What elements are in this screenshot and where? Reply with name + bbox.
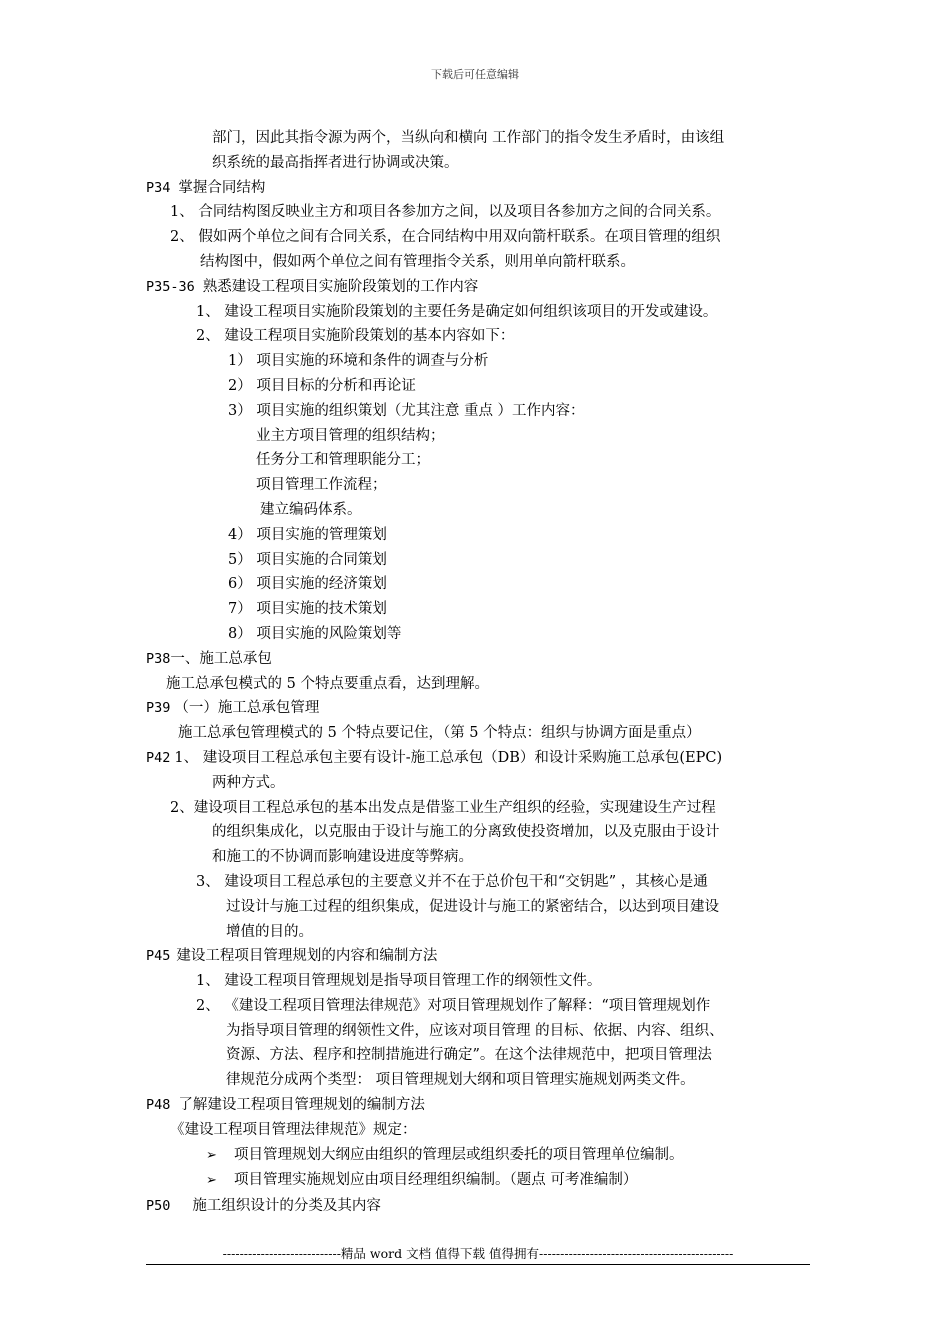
text-line: 《建设工程项目管理法律规范》规定： — [170, 1121, 417, 1138]
section-heading-p50 — [146, 1194, 810, 1219]
sub-list-item: 2） 项目目标的分析和再论证 — [228, 377, 416, 394]
page-footer: ----------------------------精品 word 文档 值得下载 值得拥有---------------------------------------------- — [222, 1246, 734, 1261]
page-ref-label: P45 — [146, 948, 171, 965]
list-item: 1、 合同结构图反映业主方和项目各参加方之间，以及项目各参加方之间的合同关系。 — [170, 204, 721, 221]
text-line: 任务分工和管理职能分工； — [256, 452, 430, 469]
page-header: 下载后可任意编辑 — [431, 68, 519, 81]
text-line: 的组织集成化，以克服由于设计与施工的分离致使投资增加，以及克服由于设计 — [212, 824, 720, 841]
sub-list-item: 5） 项目实施的合同策划 — [228, 551, 387, 568]
text-line: 建立编码体系。 — [260, 501, 362, 518]
text-line: 项目管理工作流程； — [256, 477, 387, 494]
sub-list-item: 1） 项目实施的环境和条件的调查与分析 — [228, 353, 489, 370]
page-ref-label: P42 — [146, 749, 171, 766]
section-title: 建设工程项目管理规划的内容和编制方法 — [176, 948, 438, 965]
section-heading-p34 — [146, 176, 810, 201]
document-body — [146, 126, 810, 1219]
sub-list-item: 7） 项目实施的技术策划 — [228, 601, 387, 618]
section-heading-p38 — [146, 647, 810, 672]
arrow-bullet-icon: ➢ — [206, 1147, 217, 1163]
text-line: 过设计与施工过程的组织集成，促进设计与施工的紧密结合，以达到项目建设 — [226, 898, 719, 915]
section-heading-p48 — [146, 1093, 810, 1118]
section-heading-p39 — [146, 696, 810, 721]
section-heading-p45 — [146, 944, 810, 969]
list-item: 1、 建设工程项目管理规划是指导项目管理工作的纲领性文件。 — [196, 973, 602, 990]
text-line: 部门，因此其指令源为两个，当纵向和横向 工作部门的指令发生矛盾时，由该组 — [212, 130, 725, 146]
page-ref-label: P35-36 — [146, 278, 195, 295]
section-title: 施工组织设计的分类及其内容 — [192, 1198, 381, 1215]
sub-list-item: 8） 项目实施的风险策划等 — [228, 625, 402, 642]
page-ref-label: P38 — [146, 650, 171, 667]
list-item: 3、 建设项目工程总承包的主要意义并不在于总价包干和“交钥匙” ，其核心是通 — [196, 873, 708, 890]
text-line: 施工总承包模式的 5 个特点要重点看，达到理解。 — [166, 675, 489, 692]
section-title: 熟悉建设工程项目实施阶段策划的工作内容 — [202, 278, 479, 295]
text-line: 为指导项目管理的纲领性文件，应该对项目管理 的目标、依据、内容、组织、 — [226, 1022, 724, 1039]
sub-list-item: 3） 项目实施的组织策划（尤其注意 重点 ）工作内容： — [228, 402, 585, 419]
bullet-item: ➢ 项目管理规划大纲应由组织的管理层或组织委托的项目管理单位编制。 — [146, 1143, 810, 1169]
section-title: 掌握合同结构 — [178, 179, 266, 196]
text-line: 律规范分成两个类型： 项目管理规划大纲和项目管理实施规划两类文件。 — [226, 1072, 695, 1089]
section-title: 了解建设工程项目管理规划的编制方法 — [178, 1097, 425, 1114]
text-line: 结构图中，假如两个单位之间有管理指令关系，则用单向箭杆联系。 — [200, 253, 635, 270]
bullet-item: ➢ 项目管理实施规划应由项目经理组织编制。（题点 可考准编制） — [146, 1168, 810, 1194]
sub-list-item: 4） 项目实施的管理策划 — [228, 526, 387, 543]
list-item: 2、 建设工程项目实施阶段策划的基本内容如下： — [196, 328, 515, 345]
section-heading-p42 — [146, 746, 810, 771]
text-line: 织系统的最高指挥者进行协调或决策。 — [212, 154, 459, 171]
text-line: 增值的目的。 — [226, 923, 313, 940]
arrow-bullet-icon: ➢ — [206, 1173, 217, 1189]
list-item: 2、建设项目工程总承包的基本出发点是借鉴工业生产组织的经验，实现建设生产过程 — [170, 799, 716, 816]
list-item: 1、 建设工程项目实施阶段策划的主要任务是确定如何组织该项目的开发或建设。 — [196, 303, 718, 320]
text-line: 资源、方法、程序和控制措施进行确定”。在这个法律规范中，把项目管理法 — [226, 1047, 712, 1064]
list-item: 2、 《建设工程项目管理法律规范》对项目管理规划作了解释：“项目管理规划作 — [196, 997, 711, 1014]
list-item: 1、 建设项目工程总承包主要有设计-施工总承包（DB）和设计采购施工总承包(EPC) — [174, 749, 723, 766]
footer-rule — [146, 1264, 810, 1265]
list-item: 2、 假如两个单位之间有合同关系，在合同结构中用双向箭杆联系。在项目管理的组织 — [170, 229, 721, 246]
page-ref-label: P39 — [146, 700, 171, 717]
section-title: 一、施工总承包 — [170, 650, 272, 667]
text-line: 和施工的不协调而影响建设进度等弊病。 — [212, 849, 473, 866]
text-line: 业主方项目管理的组织结构； — [256, 427, 445, 444]
text-line: 施工总承包管理模式的 5 个特点要记住，（第 5 个特点：组织与协调方面是重点） — [178, 725, 701, 742]
text-line: 两种方式。 — [212, 774, 285, 791]
sub-list-item: 6） 项目实施的经济策划 — [228, 576, 387, 593]
page-ref-label: P48 — [146, 1097, 171, 1114]
section-heading-p35-36 — [146, 275, 810, 300]
section-title: （一）施工总承包管理 — [174, 700, 320, 717]
page-ref-label: P34 — [146, 179, 171, 196]
page-ref-label: P50 — [146, 1198, 171, 1215]
